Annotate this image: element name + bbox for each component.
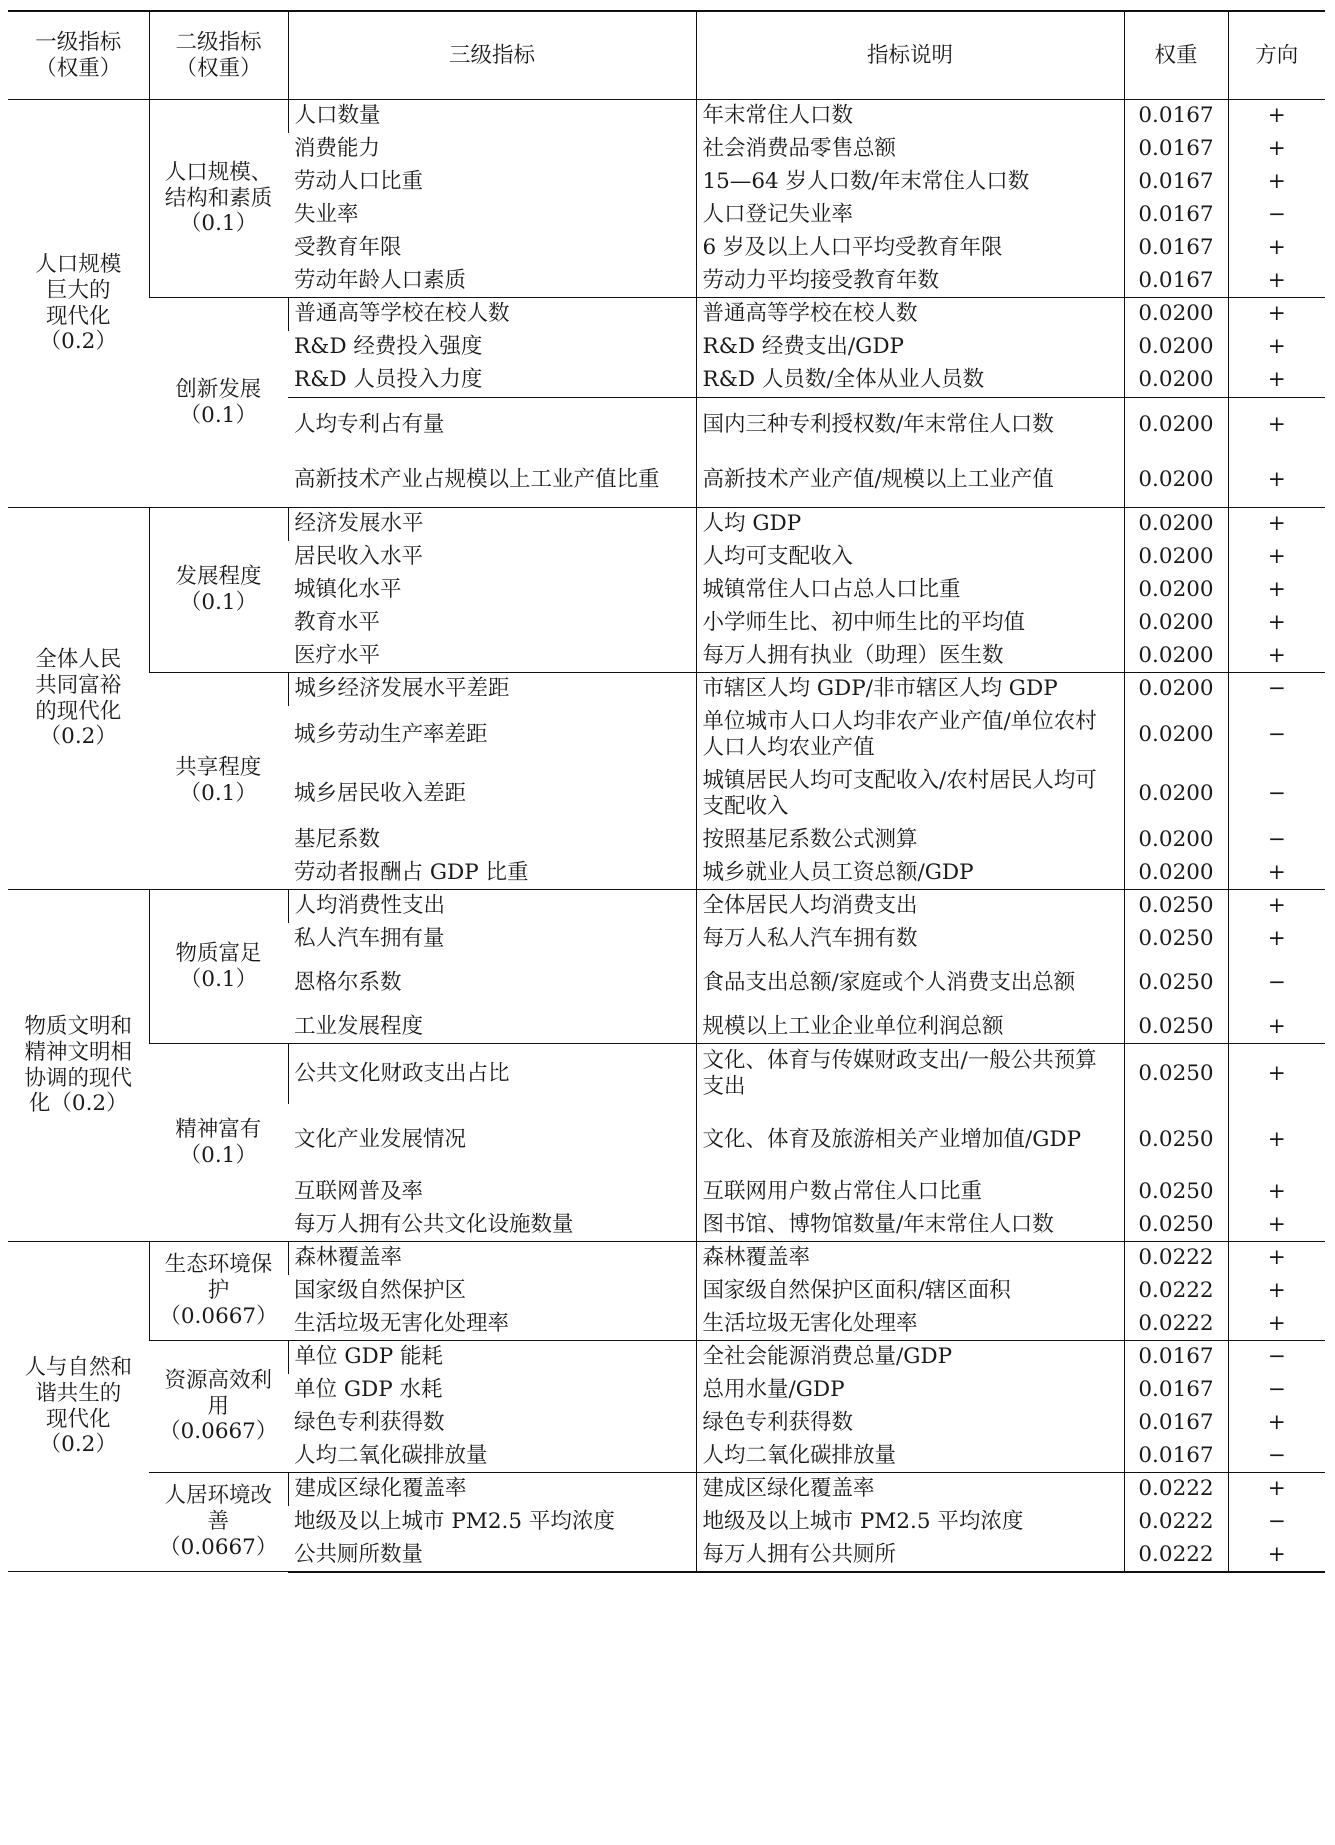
direction-cell: +	[1228, 1104, 1325, 1176]
tertiary-indicator-cell: 劳动人口比重	[294, 169, 424, 195]
tertiary-indicator-cell: 生活垃圾无害化处理率	[294, 1310, 510, 1336]
indicator-description-cell: 人口登记失业率	[696, 199, 1124, 232]
secondary-indicator-cell	[149, 298, 288, 508]
table-body	[8, 100, 1325, 1572]
weight-cell: 0.0167	[1124, 166, 1228, 199]
direction-cell: +	[1228, 508, 1325, 541]
indicator-description-cell: 6 岁及以上人口平均受教育年限	[696, 232, 1124, 265]
weight-cell: 0.0167	[1124, 100, 1228, 133]
cell-line: 化（0.2）	[28, 1091, 128, 1117]
cell-line: （0.1）	[179, 211, 258, 237]
weight-cell: 0.0222	[1124, 1539, 1228, 1572]
cell-line: 谐共生的	[35, 1380, 122, 1406]
indicator-description-cell: 普通高等学校在校人数	[696, 298, 1124, 331]
weight-cell: 0.0167	[1124, 199, 1228, 232]
weight-cell: 0.0250	[1124, 1209, 1228, 1242]
weight-cell: 0.0250	[1124, 1011, 1228, 1044]
table-row	[8, 890, 1325, 923]
direction-cell: +	[1228, 1308, 1325, 1341]
weight-cell: 0.0250	[1124, 890, 1228, 923]
direction-cell: −	[1228, 673, 1325, 706]
header-description: 指标说明	[696, 11, 1124, 100]
cell-line: 全体人民	[35, 646, 122, 672]
direction-cell: +	[1228, 857, 1325, 890]
weight-cell: 0.0250	[1124, 956, 1228, 1011]
indicator-description-cell: 地级及以上城市 PM2.5 平均浓度	[696, 1506, 1124, 1539]
secondary-indicator-cell	[149, 1044, 288, 1242]
tertiary-indicator-cell: 私人汽车拥有量	[294, 926, 445, 952]
direction-cell: −	[1228, 956, 1325, 1011]
cell-line: 物质文明和	[24, 1013, 132, 1039]
cell-line: （0.1）	[179, 1142, 257, 1168]
indicator-description-cell: 森林覆盖率	[696, 1242, 1124, 1275]
tertiary-indicator-cell: 单位 GDP 能耗	[288, 1341, 696, 1374]
indicator-description-cell: 劳动力平均接受教育年数	[696, 265, 1124, 298]
indicator-description-cell: 文化、体育及旅游相关产业增加值/GDP	[696, 1104, 1124, 1176]
header-level1: 一级指标 （权重）	[8, 11, 149, 100]
indicator-description-cell: 互联网用户数占常住人口比重	[696, 1176, 1124, 1209]
direction-cell: +	[1228, 1176, 1325, 1209]
tertiary-indicator-cell: 城乡经济发展水平差距	[288, 673, 696, 706]
weight-cell: 0.0200	[1124, 824, 1228, 857]
indicator-description-cell: 每万人拥有执业（助理）医生数	[696, 640, 1124, 673]
cell-line: 结构和素质	[164, 185, 273, 211]
tertiary-indicator-cell: 经济发展水平	[288, 508, 696, 541]
secondary-indicator-cell	[149, 1473, 288, 1572]
indicator-description-cell: 高新技术产业产值/规模以上工业产值	[696, 453, 1124, 508]
cell-line: （0.0667）	[159, 1419, 278, 1445]
tertiary-indicator-cell: 劳动年龄人口素质	[294, 267, 467, 293]
weight-cell: 0.0167	[1124, 1341, 1228, 1374]
direction-cell: +	[1228, 1011, 1325, 1044]
indicator-description-cell: 人均可支配收入	[696, 541, 1124, 574]
indicator-description-cell: 建成区绿化覆盖率	[696, 1473, 1124, 1506]
table-row	[8, 1044, 1325, 1104]
tertiary-indicator-cell: 文化产业发展情况	[294, 1126, 467, 1152]
indicator-description-cell: 国内三种专利授权数/年末常住人口数	[696, 398, 1124, 453]
table-header	[8, 11, 1325, 100]
direction-cell: −	[1228, 199, 1325, 232]
tertiary-indicator-cell: 城镇化水平	[294, 577, 402, 603]
cell-line: 现代化	[45, 1406, 111, 1432]
direction-cell: −	[1228, 1506, 1325, 1539]
direction-cell: +	[1228, 574, 1325, 607]
tertiary-indicator-cell: 绿色专利获得数	[294, 1410, 445, 1436]
weight-cell: 0.0200	[1124, 673, 1228, 706]
indicator-description-cell: 全社会能源消费总量/GDP	[696, 1341, 1124, 1374]
table-row	[8, 508, 1325, 541]
tertiary-indicator-cell: 居民收入水平	[294, 544, 424, 570]
weight-cell: 0.0222	[1124, 1308, 1228, 1341]
weight-cell: 0.0222	[1124, 1242, 1228, 1275]
direction-cell: +	[1228, 232, 1325, 265]
tertiary-indicator-cell: 医疗水平	[294, 642, 381, 668]
direction-cell: +	[1228, 331, 1325, 364]
indicator-description-cell: R&D 经费支出/GDP	[696, 331, 1124, 364]
cell-line: （0.2）	[39, 1432, 117, 1458]
tertiary-indicator-cell: 高新技术产业占规模以上工业产值比重	[294, 466, 660, 492]
direction-cell: −	[1228, 706, 1325, 765]
indicator-description-cell: 15—64 岁人口数/年末常住人口数	[696, 166, 1124, 199]
weight-cell: 0.0200	[1124, 541, 1228, 574]
cell-line: （0.0667）	[159, 1534, 278, 1560]
primary-indicator-cell	[8, 1242, 149, 1572]
direction-cell: +	[1228, 1242, 1325, 1275]
tertiary-indicator-cell: 教育水平	[294, 610, 381, 636]
tertiary-indicator-cell: 劳动者报酬占 GDP 比重	[294, 859, 529, 885]
cell-line: 发展程度	[175, 564, 262, 590]
cell-line: （0.1）	[179, 781, 257, 806]
tertiary-indicator-cell: 城乡劳动生产率差距	[294, 722, 488, 748]
direction-cell: +	[1228, 453, 1325, 508]
table-row	[8, 1473, 1325, 1506]
indicator-description-cell: 单位城市人口人均非农产业产值/单位农村人口人均农业产值	[696, 706, 1124, 765]
secondary-indicator-cell	[149, 100, 288, 298]
indicator-description-cell: 每万人私人汽车拥有数	[696, 923, 1124, 956]
indicator-description-cell: 市辖区人均 GDP/非市辖区人均 GDP	[696, 673, 1124, 706]
cell-line: 协调的现代	[24, 1065, 132, 1091]
cell-line: （0.0667）	[159, 1303, 278, 1329]
tertiary-indicator-cell: 受教育年限	[294, 235, 402, 261]
indicator-description-cell: 全体居民人均消费支出	[696, 890, 1124, 923]
indicator-description-cell: 图书馆、博物馆数量/年末常住人口数	[696, 1209, 1124, 1242]
tertiary-indicator-cell: 公共厕所数量	[288, 1539, 696, 1572]
cell-line: 巨大的	[45, 277, 111, 303]
weight-cell: 0.0200	[1124, 706, 1228, 765]
cell-line: 人口规模	[35, 251, 122, 277]
direction-cell: +	[1228, 1407, 1325, 1440]
indicator-description-cell: 年末常住人口数	[696, 100, 1124, 133]
direction-cell: −	[1228, 1440, 1325, 1473]
weight-cell: 0.0250	[1124, 923, 1228, 956]
indicator-description-cell: 规模以上工业企业单位利润总额	[696, 1011, 1124, 1044]
direction-cell: +	[1228, 398, 1325, 453]
header-direction: 方向	[1228, 11, 1325, 100]
cell-line: 生态环境保护	[164, 1252, 273, 1304]
direction-cell: +	[1228, 265, 1325, 298]
weight-cell: 0.0200	[1124, 574, 1228, 607]
direction-cell: +	[1228, 166, 1325, 199]
weight-cell: 0.0200	[1124, 765, 1228, 824]
cell-line: 人与自然和	[24, 1354, 132, 1380]
tertiary-indicator-cell: 失业率	[294, 202, 359, 228]
header-level3: 三级指标	[288, 11, 696, 100]
weight-cell: 0.0167	[1124, 1374, 1228, 1407]
cell-line: （0.1）	[179, 966, 258, 992]
indicator-description-cell: 城乡就业人员工资总额/GDP	[696, 857, 1124, 890]
indicator-description-cell: 城镇居民人均可支配收入/农村居民人均可支配收入	[696, 765, 1124, 824]
cell-line: （0.2）	[39, 724, 117, 750]
indicator-description-cell: 国家级自然保护区面积/辖区面积	[696, 1275, 1124, 1308]
weight-cell: 0.0250	[1124, 1176, 1228, 1209]
cell-line: （0.2）	[39, 329, 117, 355]
direction-cell: −	[1228, 824, 1325, 857]
weight-cell: 0.0167	[1124, 133, 1228, 166]
weight-cell: 0.0222	[1124, 1506, 1228, 1539]
tertiary-indicator-cell: 互联网普及率	[294, 1179, 424, 1205]
tertiary-indicator-cell: 地级及以上城市 PM2.5 平均浓度	[294, 1509, 615, 1535]
tertiary-indicator-cell: 普通高等学校在校人数	[288, 298, 696, 331]
table-row	[8, 1341, 1325, 1374]
cell-line: （0.1）	[179, 402, 257, 428]
direction-cell: +	[1228, 923, 1325, 956]
cell-line: 创新发展	[175, 376, 262, 402]
weight-cell: 0.0167	[1124, 1407, 1228, 1440]
cell-line: 的现代化	[35, 698, 122, 724]
tertiary-indicator-cell: 建成区绿化覆盖率	[288, 1473, 696, 1506]
direction-cell: −	[1228, 765, 1325, 824]
indicator-description-cell: 生活垃圾无害化处理率	[696, 1308, 1124, 1341]
header-level2: 二级指标 （权重）	[149, 11, 288, 100]
table-row	[8, 1242, 1325, 1275]
indicator-description-cell: 每万人拥有公共厕所	[696, 1539, 1124, 1572]
cell-line: 共同富裕	[35, 672, 122, 698]
weight-cell: 0.0200	[1124, 331, 1228, 364]
tertiary-indicator-cell: 恩格尔系数	[294, 970, 402, 996]
indicator-description-cell: 城镇常住人口占总人口比重	[696, 574, 1124, 607]
cell-line: 物质富足	[175, 940, 262, 966]
indicator-description-cell: R&D 人员数/全体从业人员数	[696, 364, 1124, 398]
tertiary-indicator-cell: 城乡居民收入差距	[294, 781, 467, 807]
weight-cell: 0.0200	[1124, 298, 1228, 331]
direction-cell: +	[1228, 1044, 1325, 1104]
indicator-description-cell: 文化、体育与传媒财政支出/一般公共预算支出	[696, 1044, 1124, 1104]
weight-cell: 0.0222	[1124, 1275, 1228, 1308]
direction-cell: +	[1228, 298, 1325, 331]
weight-cell: 0.0167	[1124, 232, 1228, 265]
cell-line: 精神文明相	[24, 1039, 132, 1065]
tertiary-indicator-cell: 每万人拥有公共文化设施数量	[294, 1211, 574, 1237]
weight-cell: 0.0200	[1124, 364, 1228, 398]
weight-cell: 0.0200	[1124, 640, 1228, 673]
weight-cell: 0.0200	[1124, 398, 1228, 453]
secondary-indicator-cell	[149, 1341, 288, 1473]
tertiary-indicator-cell: 公共文化财政支出占比	[288, 1044, 696, 1104]
tertiary-indicator-cell: 人均专利占有量	[288, 398, 696, 453]
table-row	[8, 298, 1325, 331]
tertiary-indicator-cell: 单位 GDP 水耗	[294, 1377, 443, 1403]
direction-cell: +	[1228, 1539, 1325, 1572]
indicator-description-cell: 食品支出总额/家庭或个人消费支出总额	[696, 956, 1124, 1011]
direction-cell: +	[1228, 541, 1325, 574]
weight-cell: 0.0167	[1124, 265, 1228, 298]
secondary-indicator-cell	[149, 673, 288, 890]
indicator-description-cell: 按照基尼系数公式测算	[696, 824, 1124, 857]
weight-cell: 0.0250	[1124, 1104, 1228, 1176]
indicator-description-cell: 绿色专利获得数	[696, 1407, 1124, 1440]
weight-cell: 0.0200	[1124, 453, 1228, 508]
direction-cell: +	[1228, 100, 1325, 133]
direction-cell: −	[1228, 1374, 1325, 1407]
tertiary-indicator-cell: R&D 人员投入力度	[294, 367, 483, 393]
tertiary-indicator-cell: 国家级自然保护区	[294, 1278, 467, 1304]
header-weight: 权重	[1124, 11, 1228, 100]
tertiary-indicator-cell: 人口数量	[288, 100, 696, 133]
direction-cell: +	[1228, 640, 1325, 673]
tertiary-indicator-cell: 森林覆盖率	[288, 1242, 696, 1275]
tertiary-indicator-cell: R&D 经费投入强度	[294, 334, 483, 360]
direction-cell: +	[1228, 133, 1325, 166]
cell-line: 人口规模、	[164, 159, 273, 185]
direction-cell: +	[1228, 607, 1325, 640]
primary-indicator-cell	[8, 508, 149, 890]
table-row	[8, 673, 1325, 706]
primary-indicator-cell	[8, 100, 149, 508]
weight-cell: 0.0222	[1124, 1473, 1228, 1506]
indicator-description-cell: 人均 GDP	[696, 508, 1124, 541]
cell-line: （0.1）	[179, 590, 258, 615]
cell-line: 共享程度	[175, 755, 262, 781]
tertiary-indicator-cell: 消费能力	[294, 136, 381, 162]
cell-line: 精神富有	[175, 1116, 262, 1142]
indicator-description-cell: 人均二氧化碳排放量	[696, 1440, 1124, 1473]
weight-cell: 0.0250	[1124, 1044, 1228, 1104]
direction-cell: +	[1228, 1275, 1325, 1308]
tertiary-indicator-cell: 人均二氧化碳排放量	[294, 1442, 488, 1468]
weight-cell: 0.0167	[1124, 1440, 1228, 1473]
table-row	[8, 100, 1325, 133]
direction-cell: +	[1228, 1209, 1325, 1242]
weight-cell: 0.0200	[1124, 857, 1228, 890]
primary-indicator-cell	[8, 890, 149, 1242]
direction-cell: +	[1228, 890, 1325, 923]
indicator-description-cell: 小学师生比、初中师生比的平均值	[696, 607, 1124, 640]
direction-cell: +	[1228, 364, 1325, 398]
weight-cell: 0.0200	[1124, 607, 1228, 640]
tertiary-indicator-cell: 工业发展程度	[294, 1013, 424, 1039]
cell-line: 现代化	[45, 303, 111, 329]
indicator-description-cell: 总用水量/GDP	[696, 1374, 1124, 1407]
indicator-table	[8, 10, 1325, 1573]
cell-line: 资源高效利用	[164, 1367, 272, 1419]
tertiary-indicator-cell: 基尼系数	[294, 827, 381, 853]
secondary-indicator-cell	[149, 508, 288, 673]
direction-cell: +	[1228, 1473, 1325, 1506]
indicator-description-cell: 社会消费品零售总额	[696, 133, 1124, 166]
direction-cell: −	[1228, 1341, 1325, 1374]
weight-cell: 0.0200	[1124, 508, 1228, 541]
cell-line: 人居环境改善	[164, 1483, 272, 1535]
secondary-indicator-cell	[149, 1242, 288, 1341]
tertiary-indicator-cell: 人均消费性支出	[288, 890, 696, 923]
secondary-indicator-cell	[149, 890, 288, 1044]
